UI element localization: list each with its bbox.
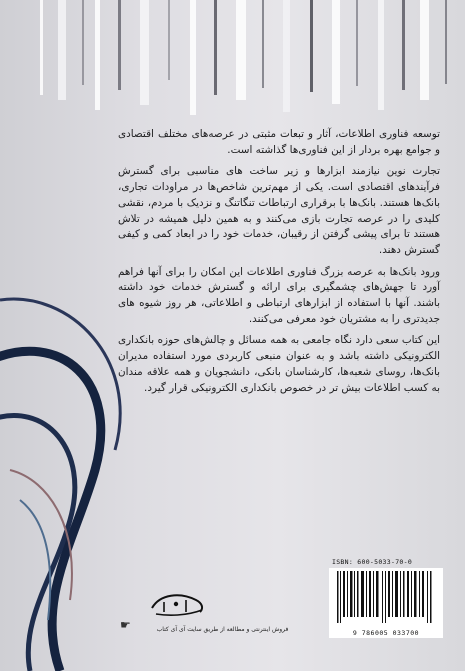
description-paragraph-4: این کتاب سعی دارد نگاه جامعی به همه مسائل و چالش‌های حوزه بانکداری الکترونیکی داشته باشد و به عنوان منبعی کاربردی مورد استفاده مدیران بانک‌ها، روسای شعبه‌ها، کارشناسان بانکی، دانشجویان و همه علاقه مندان به کسب اطلاعات بیش تر در خصوص بانکداری الکترونیکی قرار گیرد. (118, 334, 440, 394)
barcode (329, 568, 443, 638)
barcode-digits: 9 786005 033700 (352, 629, 420, 637)
description-paragraph-3: ورود بانک‌ها به عرصه بزرگ فناوری اطلاعات این امکان را برای آنها فراهم آورد تا جهش‌های چشمگیری برای ارائه و گسترش خدمات خود داشته باشند. آنها با استفاده از ابزارهای ارتباطی و اطلاعاتی، هر روز شیوه های جدیدتری را به مشتریان خود معرفی می‌کنند. (118, 265, 440, 325)
online-sales-note: فروش اینترنتی و مطالعه از طریق سایت آی آی کتاب (156, 626, 289, 633)
description-paragraph-2: تجارت نوین نیازمند ابزارها و زیر ساخت های مناسبی برای گسترش فرآیندهای اقتصادی است. یکی از مهم‌ترین شاخص‌ها در مراودات تجاری، بانک‌ها هستند. بانک‌ها با برقراری ارتباطات تنگاتنگ و نزدیک با مردم، نقشی کلیدی را در عرصه تجارت بازی می‌کنند و به همین دلیل همیشه در تلاش هستند تا برای پیشی گرفتن از رقیبان، خدمات خود را در ابعاد کمی و کیفی گسترش دهند. (118, 165, 440, 256)
isbn-number: ISBN: 600-5033-70-0 (332, 558, 413, 566)
hand-pointer-icon: ☛ (120, 618, 131, 632)
back-cover-description (118, 127, 440, 402)
barcode-area (329, 558, 443, 646)
description-paragraph-1: توسعه فناوری اطلاعات، آثار و تبعات مثبتی در عرصه‌های مختلف اقتصادی و جوامع بهره بردار از این فناوری‌ها گذاشته است. (118, 128, 440, 156)
publisher-logo (146, 586, 210, 624)
